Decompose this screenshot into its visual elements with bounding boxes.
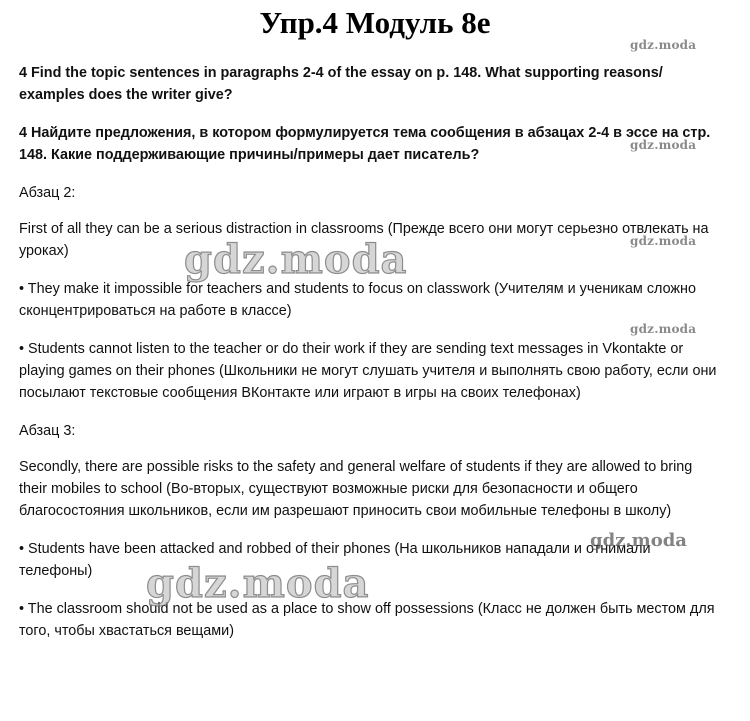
paragraph2-label: Абзац 2:	[19, 185, 76, 201]
paragraph2-bullet-2: • Students cannot listen to the teacher or do their work if they are sending text messages in Vkontakte or playing games on their phones (Школьники не могут слушать учителя и выполнять свою работу, если они посылают текстовые сообщения ВКонтакте или играют в игры на своих телефонах)	[19, 341, 717, 401]
paragraph3-bullet-1: • Students have been attacked and robbed of their phones (На школьников нападали и отнимали телефоны)	[19, 541, 651, 579]
watermark-small: gdz.moda	[630, 38, 697, 52]
page-title: Упр.4 Модуль 8е	[259, 5, 491, 40]
watermark-big: gdz.moda	[184, 236, 408, 283]
paragraph3-bullet-2: • The classroom should not be used as a place to show off possessions (Класс не должен быть местом для того, чтобы хвастаться вещами)	[19, 601, 715, 639]
document-body	[19, 62, 724, 658]
watermark-small: gdz.moda	[630, 322, 697, 336]
paragraph3-topic: Secondly, there are possible risks to the safety and general welfare of students if they are allowed to bring their mobiles to school (Во-вторых, существуют возможные риски для безопасности и общего благосостояния школьников, если им разрешают приносить свои мобильные телефоны в школу)	[19, 459, 693, 519]
paragraph2-bullet-1: • They make it impossible for teachers and students to focus on classwork (Учителям и ученикам сложно сконцентрироваться на работе в классе)	[19, 281, 696, 319]
watermark-small: gdz.moda	[630, 138, 697, 152]
task-english: 4 Find the topic sentences in paragraphs 2-4 of the essay on p. 148. What supporting reasons/ examples does the writer give?	[19, 65, 663, 103]
watermark-big: gdz.moda	[146, 560, 370, 607]
paragraph2-topic: First of all they can be a serious distraction in classrooms (Прежде всего они могут серьезно отвлекать на уроках)	[19, 221, 709, 259]
paragraph3-label: Абзац 3:	[19, 423, 76, 439]
task-russian: 4 Найдите предложения, в котором формулируется тема сообщения в абзацах 2-4 в эссе на стр. 148. Какие поддерживающие причины/примеры дает писатель?	[19, 125, 711, 163]
watermark-medium: gdz.moda	[590, 530, 687, 551]
watermark-small: gdz.moda	[630, 234, 697, 248]
